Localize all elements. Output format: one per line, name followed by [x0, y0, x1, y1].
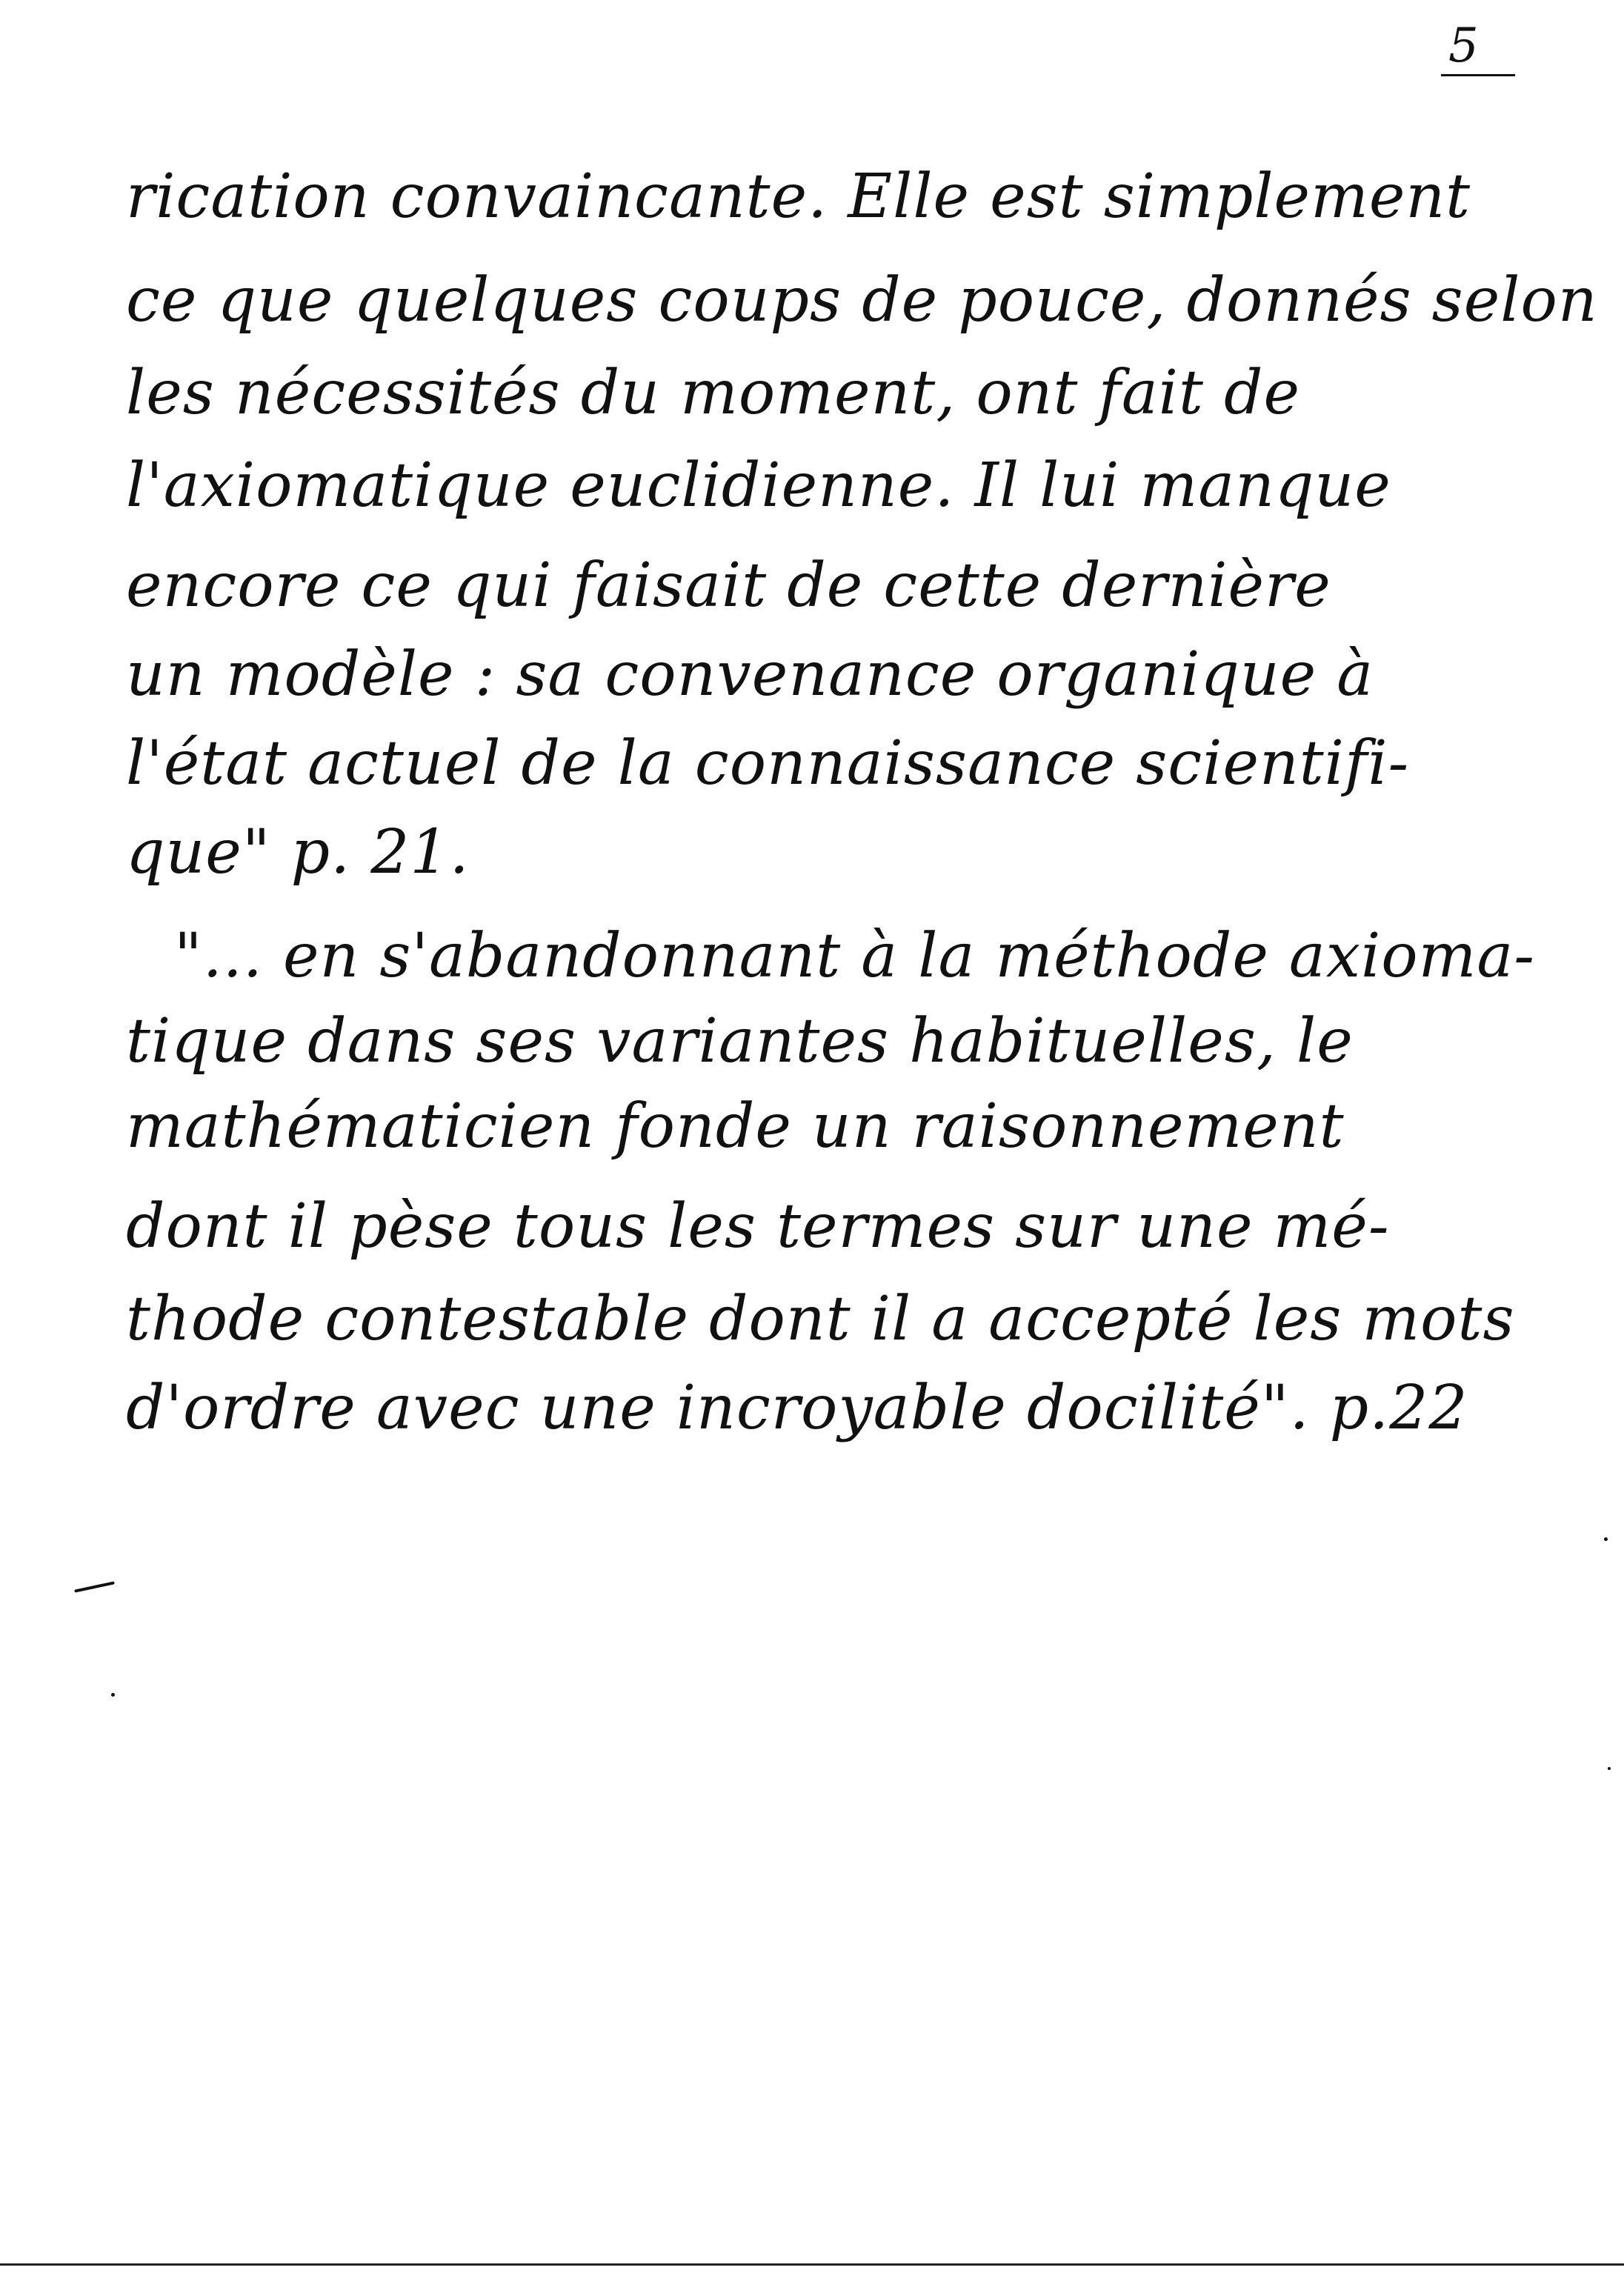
handwritten-line: dont il pèse tous les termes sur une mé-: [126, 1191, 1390, 1262]
scan-bottom-edge: [0, 2263, 1624, 2266]
handwritten-line: d'ordre avec une incroyable docilité". p.22: [126, 1373, 1468, 1443]
handwritten-line: encore ce qui faisait de cette dernière: [126, 550, 1331, 621]
page-number: 5: [1448, 19, 1479, 73]
handwritten-line: l'état actuel de la connaissance scientifi-: [126, 728, 1410, 799]
handwritten-line: que" p. 21.: [126, 817, 470, 888]
handwritten-line: les nécessités du moment, ont fait de: [126, 358, 1301, 428]
handwritten-line: mathématicien fonde un raisonnement: [126, 1091, 1345, 1162]
margin-dash-mark: [74, 1581, 115, 1592]
stray-dot: [1608, 1767, 1611, 1770]
handwritten-line: "... en s'abandonnant à la méthode axioma-: [174, 921, 1535, 991]
stray-dot: [1604, 1537, 1608, 1541]
handwritten-line: tique dans ses variantes habituelles, le: [126, 1006, 1354, 1077]
handwritten-line: ce que quelques coups de pouce, donnés selon: [126, 265, 1598, 336]
page-number-underline: [1441, 74, 1515, 76]
handwritten-line: un modèle : sa convenance organique à: [126, 639, 1374, 710]
stray-dot: [111, 1693, 115, 1697]
handwritten-line: rication convaincante. Elle est simplement: [126, 162, 1471, 232]
handwritten-line: l'axiomatique euclidienne. Il lui manque: [126, 450, 1391, 521]
handwritten-line: thode contestable dont il a accepté les mots: [126, 1284, 1515, 1354]
